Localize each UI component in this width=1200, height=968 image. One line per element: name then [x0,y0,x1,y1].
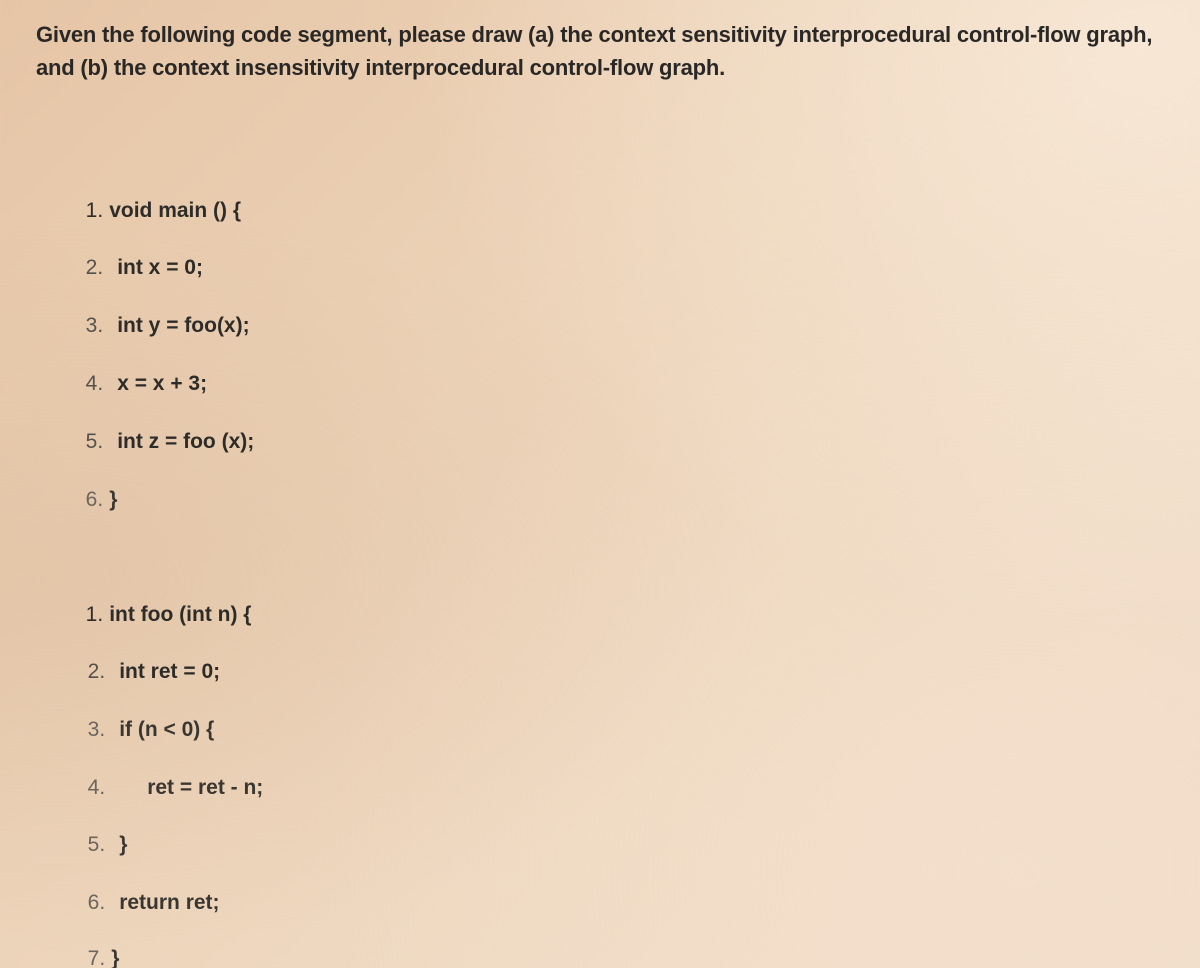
line-number: 1. [85,199,104,222]
foo-line-2 [76,633,220,685]
foo-line-4 [76,749,263,801]
code-text: x = x + 3; [117,372,208,395]
line-number: 1. [85,603,104,626]
code-text: if (n < 0) { [119,718,215,741]
code-text: return ret; [119,891,220,914]
line-number: 7. [87,947,106,968]
code-text: int ret = 0; [119,660,221,683]
foo-line-5 [76,806,127,858]
main-line-6 [74,461,117,513]
main-line-3 [74,287,250,339]
main-line-4 [74,345,207,397]
code-text: } [111,947,120,968]
line-number: 6. [87,891,106,914]
line-number: 5. [85,430,104,453]
line-number: 4. [85,372,104,395]
main-line-2 [74,229,203,281]
line-number: 5. [87,833,106,856]
code-text: int y = foo(x); [117,314,250,337]
code-text: void main () { [109,199,242,222]
question-text: Given the following code segment, please draw (a) the context sensitivity interprocedural control-flow graph, and (b) the context insensitivity interprocedural control-flow graph. [36,22,1153,80]
code-text: } [109,488,118,511]
code-text: ret = ret - n; [147,776,264,799]
code-text: int z = foo (x); [117,430,255,453]
foo-line-6 [76,864,220,916]
line-number: 3. [85,314,104,337]
code-text: int foo (int n) { [109,603,252,626]
code-text: } [119,833,128,856]
foo-line-3 [76,691,214,743]
line-number: 6. [85,488,104,511]
code-text: int x = 0; [117,256,203,279]
line-number: 2. [87,660,106,683]
line-number: 4. [87,776,106,799]
foo-line-7 [76,920,119,968]
foo-line-1 [74,576,251,628]
line-number: 3. [87,718,106,741]
line-number: 2. [85,256,104,279]
main-line-1 [74,172,241,224]
main-line-5 [74,403,254,455]
